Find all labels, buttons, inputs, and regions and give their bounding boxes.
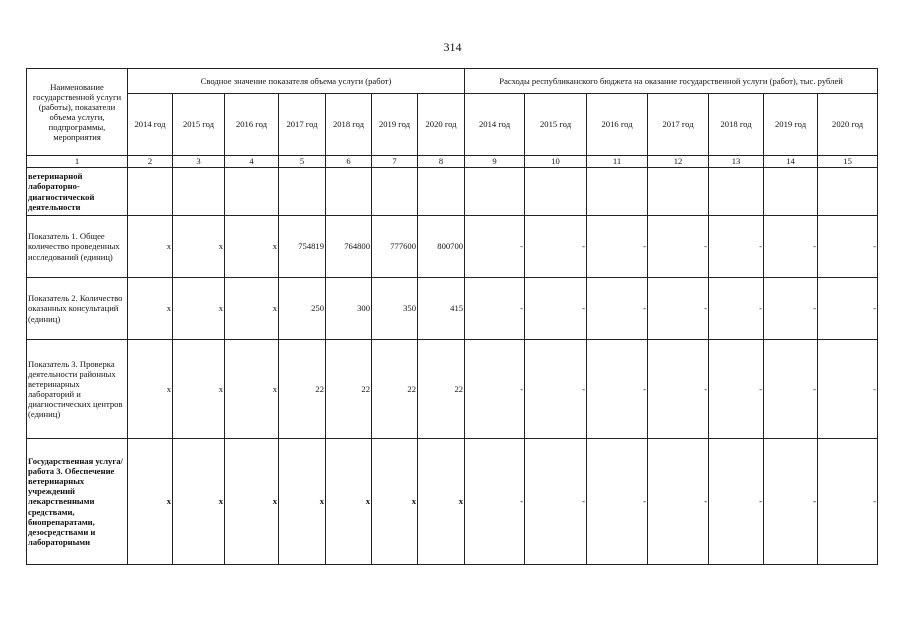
table-cell: x	[418, 439, 465, 565]
table-cell: -	[465, 340, 525, 439]
table-cell: 415	[418, 278, 465, 340]
column-number: 3	[173, 156, 225, 168]
column-number: 7	[372, 156, 418, 168]
year-header: 2017 год	[279, 94, 326, 156]
table-cell	[587, 168, 648, 216]
table-cell: 800700	[418, 216, 465, 278]
table-cell: -	[465, 439, 525, 565]
column-number: 6	[326, 156, 372, 168]
table-cell: 250	[279, 278, 326, 340]
table-cell: x	[225, 439, 279, 565]
table-cell: 22	[279, 340, 326, 439]
row-name: ветеринарной лабораторно-диагностической деятельности	[27, 168, 128, 216]
table-row	[27, 439, 878, 565]
year-header: 2016 год	[587, 94, 648, 156]
header-name: Наименование государственной услуги (работы), показатели объема услуги, подпрограммы, мероприятия	[27, 69, 128, 156]
year-header: 2015 год	[525, 94, 587, 156]
table-cell: -	[525, 439, 587, 565]
table-cell: 300	[326, 278, 372, 340]
year-header: 2020 год	[418, 94, 465, 156]
table-cell: -	[709, 278, 764, 340]
year-header: 2020 год	[818, 94, 878, 156]
table-cell	[128, 168, 173, 216]
table-cell: x	[279, 439, 326, 565]
column-number: 12	[648, 156, 709, 168]
table-cell	[818, 168, 878, 216]
year-header: 2014 год	[128, 94, 173, 156]
table-row	[27, 216, 878, 278]
year-header: 2017 год	[648, 94, 709, 156]
table-cell: x	[173, 216, 225, 278]
table-cell: x	[128, 340, 173, 439]
budget-table	[26, 68, 878, 565]
table-cell: -	[525, 216, 587, 278]
table-cell	[326, 168, 372, 216]
table-cell: x	[173, 439, 225, 565]
table-cell: x	[128, 439, 173, 565]
table-cell: -	[525, 278, 587, 340]
table-cell: -	[525, 340, 587, 439]
table-cell	[173, 168, 225, 216]
year-header: 2016 год	[225, 94, 279, 156]
table-cell: 777600	[372, 216, 418, 278]
table-cell: -	[764, 216, 818, 278]
year-header: 2018 год	[709, 94, 764, 156]
table-cell	[372, 168, 418, 216]
table-cell: 350	[372, 278, 418, 340]
column-number: 15	[818, 156, 878, 168]
page-number: 314	[443, 40, 462, 54]
table-row	[27, 168, 878, 216]
table-cell: x	[225, 216, 279, 278]
table-cell	[525, 168, 587, 216]
year-header: 2019 год	[372, 94, 418, 156]
table-cell: -	[764, 439, 818, 565]
row-name: Показатель 1. Общее количество проведенных исследований (единиц)	[27, 216, 128, 278]
table-cell	[764, 168, 818, 216]
table-cell: x	[326, 439, 372, 565]
year-header: 2019 год	[764, 94, 818, 156]
table-cell: -	[465, 216, 525, 278]
table-row	[27, 340, 878, 439]
table-cell	[279, 168, 326, 216]
table-cell: 764800	[326, 216, 372, 278]
table-cell: x	[173, 340, 225, 439]
column-number: 4	[225, 156, 279, 168]
table-cell: -	[764, 278, 818, 340]
year-header: 2015 год	[173, 94, 225, 156]
column-number: 2	[128, 156, 173, 168]
table-cell: -	[648, 278, 709, 340]
row-name: Показатель 2. Количество оказанных консультаций (единиц)	[27, 278, 128, 340]
year-header: 2018 год	[326, 94, 372, 156]
table-cell: 22	[372, 340, 418, 439]
table-cell: -	[818, 340, 878, 439]
table-cell: -	[465, 278, 525, 340]
table-cell: -	[709, 340, 764, 439]
year-header: 2014 год	[465, 94, 525, 156]
table-cell: -	[818, 439, 878, 565]
table-cell: -	[587, 340, 648, 439]
column-number: 1	[27, 156, 128, 168]
table-cell: -	[764, 340, 818, 439]
column-number: 14	[764, 156, 818, 168]
table-cell: -	[818, 278, 878, 340]
table-cell: -	[709, 439, 764, 565]
row-name: Показатель 3. Проверка деятельности районных ветеринарных лабораторий и диагностических центров (единиц)	[27, 340, 128, 439]
table-cell	[225, 168, 279, 216]
table-cell: -	[587, 278, 648, 340]
column-number: 13	[709, 156, 764, 168]
table-cell: -	[648, 439, 709, 565]
table-cell: -	[587, 216, 648, 278]
column-number: 8	[418, 156, 465, 168]
column-number: 11	[587, 156, 648, 168]
table-cell	[648, 168, 709, 216]
table-cell	[465, 168, 525, 216]
table-cell: 754819	[279, 216, 326, 278]
column-number: 10	[525, 156, 587, 168]
table-cell: 22	[418, 340, 465, 439]
table-cell: x	[372, 439, 418, 565]
table-row	[27, 278, 878, 340]
table-cell: -	[648, 216, 709, 278]
table-cell	[418, 168, 465, 216]
table-cell: -	[818, 216, 878, 278]
table-cell: x	[128, 278, 173, 340]
column-number: 9	[465, 156, 525, 168]
header-budget-group: Расходы республиканского бюджета на оказание государственной услуги (работ), тыс. рублей	[465, 69, 878, 94]
table-cell: 22	[326, 340, 372, 439]
table-cell: x	[225, 340, 279, 439]
table-cell: x	[173, 278, 225, 340]
table-cell: -	[709, 216, 764, 278]
table-cell: x	[225, 278, 279, 340]
table-cell: -	[587, 439, 648, 565]
table-cell: x	[128, 216, 173, 278]
header-volume-group: Сводное значение показателя объема услуги (работ)	[128, 69, 465, 94]
row-name: Государственная услуга/работа 3. Обеспечение ветеринарных учреждений лекарственными средствами, биопрепаратами, дезосредствами и лабораторными	[27, 439, 128, 565]
table-cell: -	[648, 340, 709, 439]
column-number: 5	[279, 156, 326, 168]
table-cell	[709, 168, 764, 216]
